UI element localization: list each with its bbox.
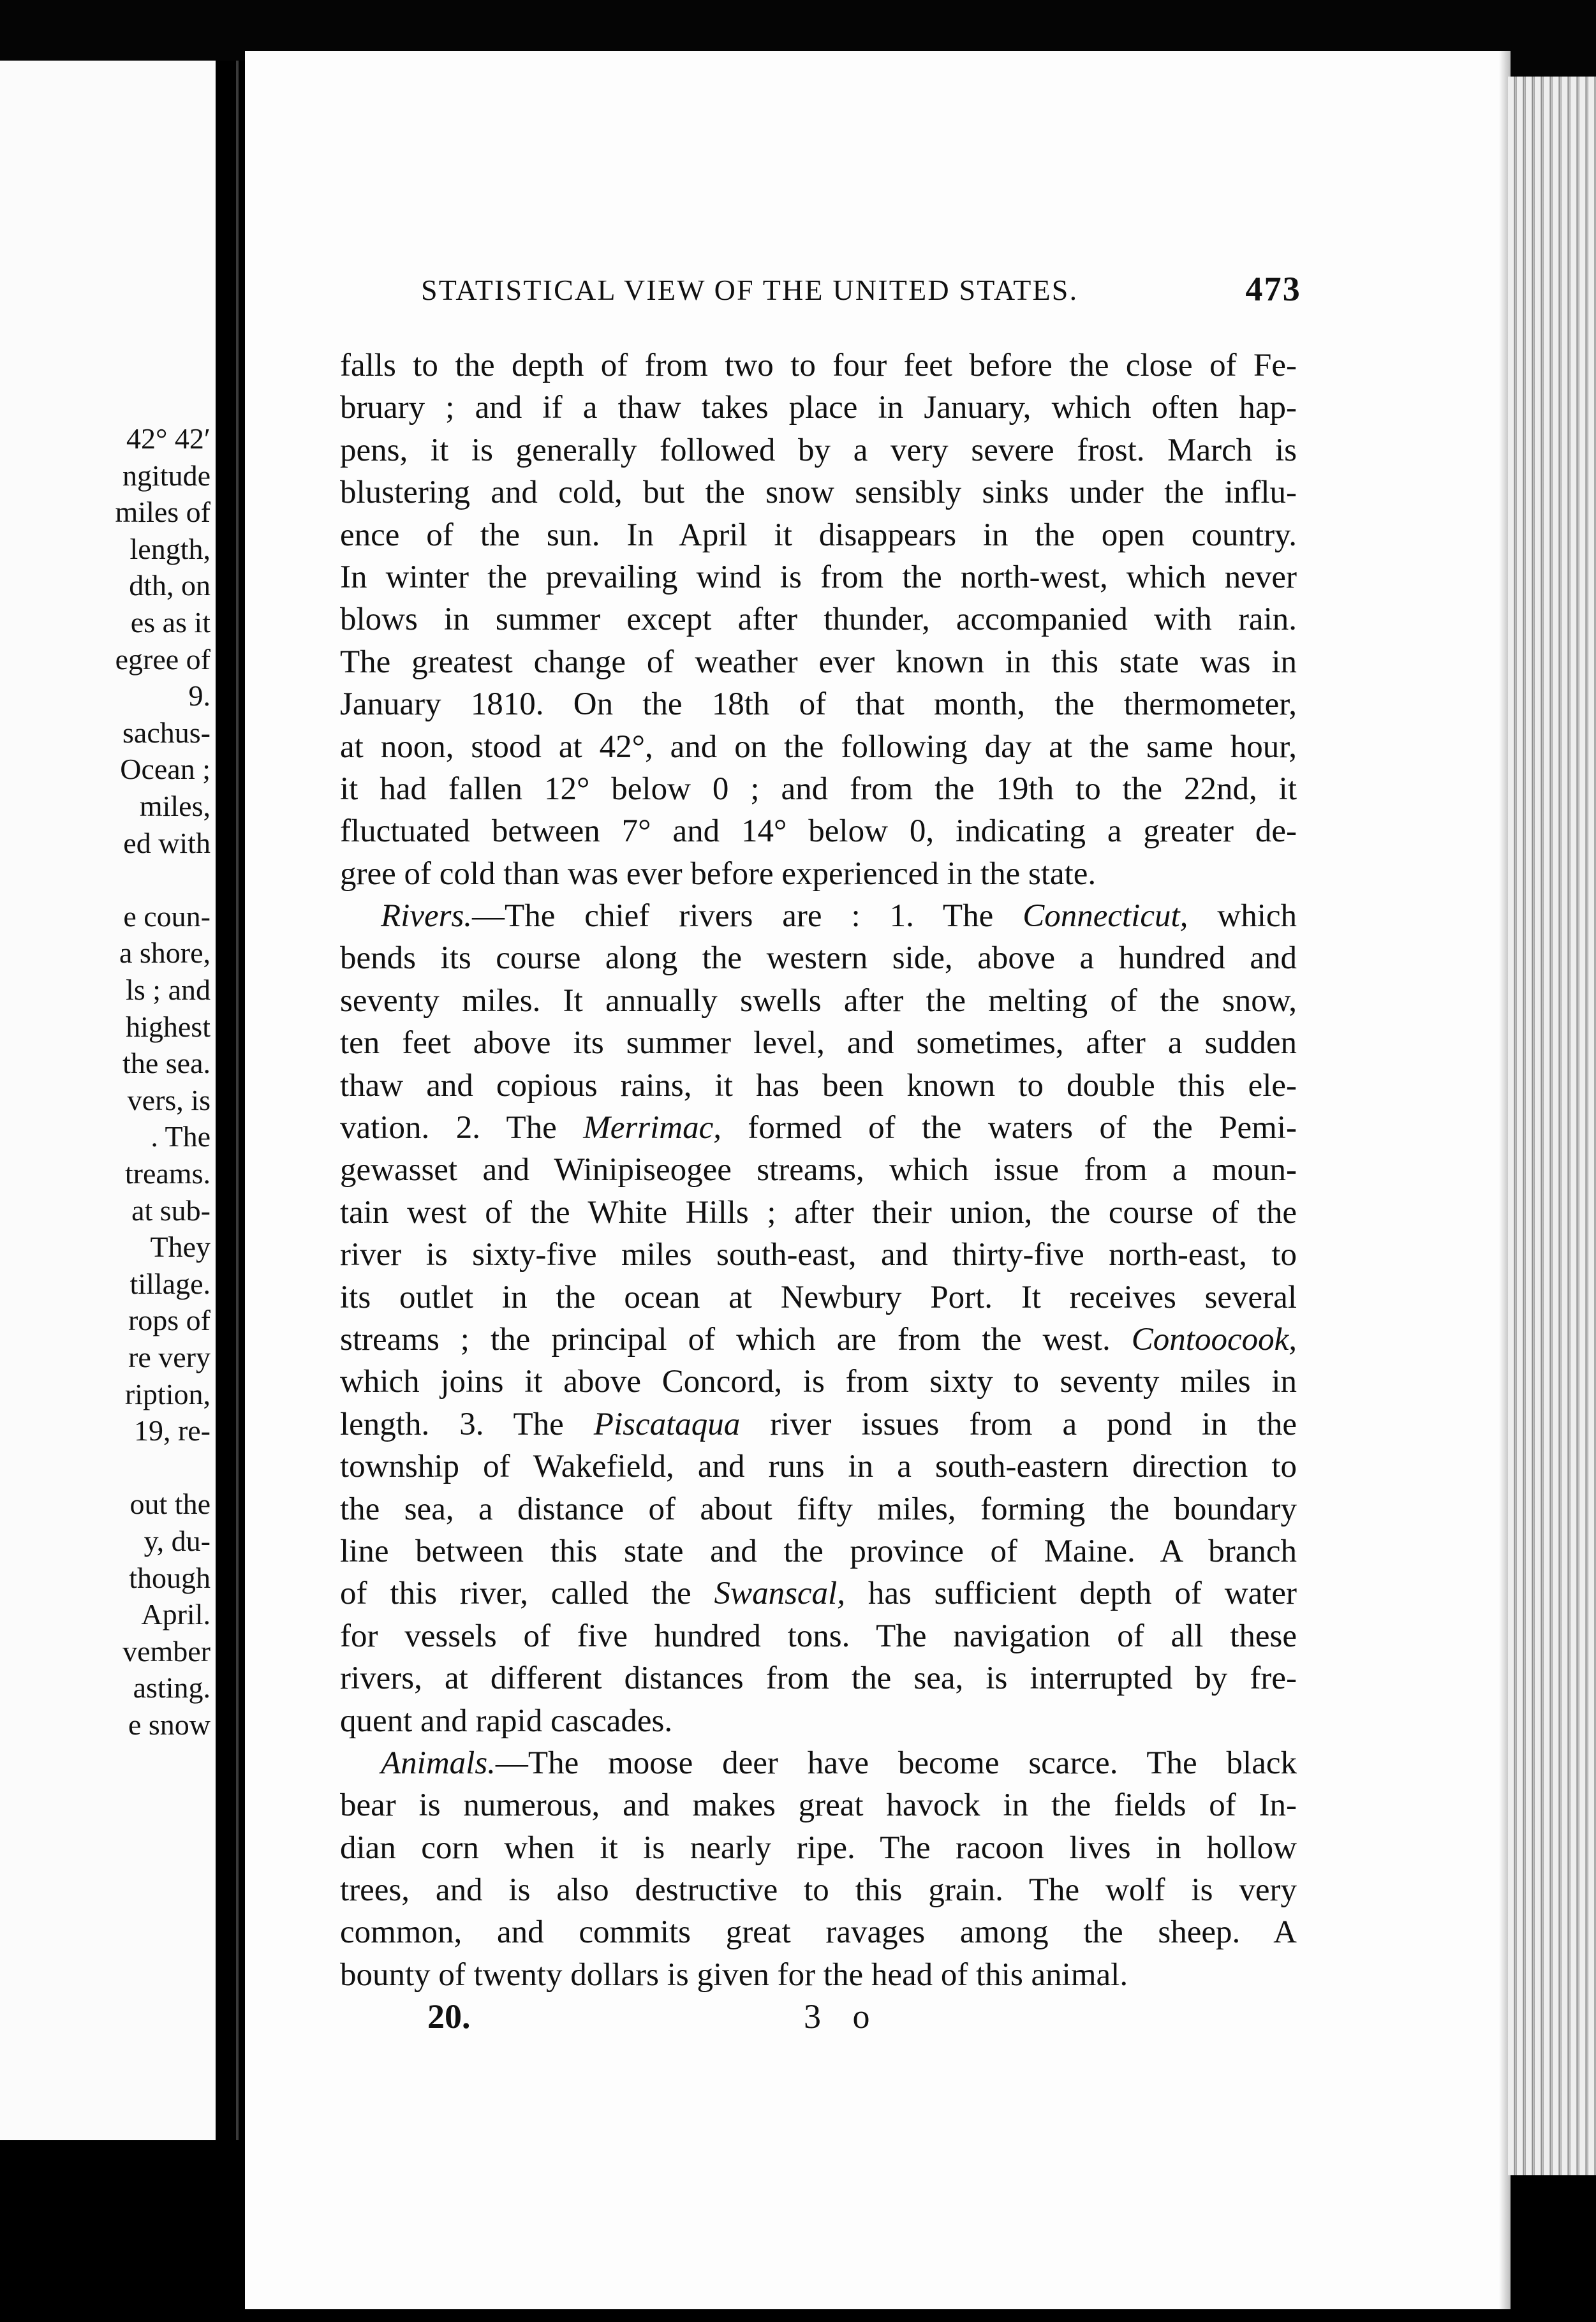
text-line [340, 598, 1297, 640]
text-run: The greatest change of weather ever known in this state was in [340, 644, 1297, 680]
text-run: has sufficient depth of water [845, 1576, 1297, 1612]
text-run: bear is numerous, and makes great havock in the fields of In- [340, 1787, 1297, 1824]
left-page-fragment: asting. [133, 1671, 211, 1705]
text-run: gewasset and Winipiseogee streams, which issue from a moun- [340, 1152, 1297, 1188]
text-run: of this river, called the [340, 1576, 714, 1612]
running-head-title: STATISTICAL VIEW OF THE UNITED STATES. [421, 274, 1079, 306]
left-page-fragment: They [150, 1231, 211, 1264]
text-run: bounty of twenty dollars is given for the head of this animal. [340, 1956, 1128, 1993]
page-edges [1508, 77, 1596, 2175]
text-run: dian corn when it is nearly ripe. The racoon lives in hollow [340, 1830, 1297, 1866]
gathering-mark: 3 o [804, 1997, 882, 2036]
left-page-fragment: sachus- [122, 716, 211, 749]
text-line [340, 853, 1297, 895]
text-line [340, 810, 1297, 852]
text-run: ence of the sun. In April it disappears in the open country. [340, 517, 1297, 553]
text-run: river issues from a pond in the [740, 1406, 1297, 1442]
text-line [340, 1361, 1297, 1403]
text-run: —The moose deer have become scarce. The black [495, 1745, 1297, 1781]
text-run: rivers, at different distances from the sea, is interrupted by fre- [340, 1660, 1297, 1697]
text-run: January 1810. On the 18th of that month, the thermometer, [340, 686, 1297, 723]
text-line [340, 471, 1297, 514]
left-page-fragment: a shore, [119, 936, 211, 970]
left-page-fragment: ed with [123, 826, 211, 859]
text-line [340, 1869, 1297, 1911]
text-line [340, 1954, 1297, 1996]
italic-run: Swanscal, [714, 1576, 845, 1612]
left-page-fragment: ngitude [122, 459, 211, 492]
left-page-fragment: e coun- [123, 899, 211, 933]
text-run: falls to the depth of from two to four feet before the close of Fe- [340, 348, 1297, 383]
text-line [340, 1572, 1297, 1615]
text-run: In winter the prevailing wind is from the north-west, which never [340, 559, 1297, 595]
text-run: line between this state and the province of Maine. A branch [340, 1533, 1297, 1569]
text-line [340, 768, 1297, 810]
text-line [340, 1065, 1297, 1107]
text-line [340, 1403, 1297, 1446]
text-run: ten feet above its summer level, and sometimes, after a sudden [340, 1025, 1297, 1061]
left-page-fragment: y, du- [144, 1525, 211, 1557]
left-page-fragment: at sub- [131, 1194, 211, 1227]
text-line [340, 1488, 1297, 1530]
text-line [340, 1657, 1297, 1699]
text-run: which joins it above Concord, is from sixty to seventy miles in [340, 1364, 1297, 1400]
left-page-fragment: vers, is [127, 1083, 211, 1116]
text-line [340, 895, 1297, 937]
text-run: formed of the waters of the Pemi- [721, 1110, 1297, 1146]
text-line [340, 1107, 1297, 1149]
text-line [340, 1784, 1297, 1826]
text-run: —The chief rivers are : 1. The [472, 898, 1023, 935]
left-page-fragment: re very [128, 1341, 211, 1373]
text-line [340, 1192, 1297, 1234]
left-page-fragment: April. [141, 1598, 211, 1631]
italic-run: Animals. [381, 1745, 496, 1781]
text-run: at noon, stood at 42°, and on the following day at the same hour, [340, 728, 1297, 765]
text-run: bends its course along the western side, above a hundred and [340, 940, 1297, 977]
left-page-fragment: ls ; and [126, 973, 211, 1006]
left-page-fragment: 19, re- [133, 1414, 211, 1447]
left-page-fragment: egree of [115, 642, 211, 676]
text-line [340, 1446, 1297, 1488]
text-line [340, 1615, 1297, 1657]
left-page-fragment: the sea. [122, 1047, 211, 1080]
text-run: river is sixty-five miles south-east, and thirty-five north-east, to [340, 1237, 1297, 1273]
text-line [340, 683, 1297, 725]
italic-run: Rivers. [381, 898, 473, 935]
text-line [340, 641, 1297, 683]
text-line [340, 429, 1297, 471]
left-page-fragment: tillage. [129, 1267, 211, 1300]
text-run: seventy miles. It annually swells after the melting of the snow, [340, 982, 1297, 1019]
text-line [340, 1276, 1297, 1319]
text-run: trees, and is also destructive to this grain. The wolf is very [340, 1872, 1297, 1909]
signature-row [427, 1997, 938, 2048]
text-run: which [1188, 898, 1297, 935]
left-page-fragment: Ocean ; [120, 753, 211, 786]
text-run: thaw and copious rains, it has been known to double this ele- [340, 1067, 1297, 1104]
text-line [340, 556, 1297, 598]
text-line [340, 937, 1297, 979]
text-line [340, 1319, 1297, 1361]
text-run: tain west of the White Hills ; after their union, the course of the [340, 1194, 1297, 1231]
body-text [340, 344, 1297, 1996]
left-facing-page [0, 61, 216, 2140]
left-page-fragment: vember [122, 1634, 211, 1668]
gutter-edge [236, 61, 239, 2140]
left-page-fragment: e snow [128, 1708, 211, 1741]
text-run: length. 3. The [340, 1406, 594, 1442]
left-page-fragment: . The [151, 1120, 211, 1153]
text-run: blows in summer except after thunder, accompanied with rain. [340, 602, 1297, 638]
text-line [340, 1530, 1297, 1572]
italic-run: Contoocook, [1131, 1321, 1297, 1357]
text-run: bruary ; and if a thaw takes place in January, which often hap- [340, 390, 1297, 426]
text-line [340, 980, 1297, 1022]
text-run: quent and rapid cascades. [340, 1703, 673, 1739]
page-number: 473 [1245, 270, 1301, 308]
left-page-fragment: rops of [128, 1304, 211, 1337]
left-page-fragment: miles, [139, 790, 211, 822]
text-line [340, 387, 1297, 429]
text-line [340, 726, 1297, 768]
text-run: vation. 2. The [340, 1110, 584, 1146]
left-page-fragment: dth, on [129, 569, 211, 602]
left-page-fragment: out the [129, 1488, 211, 1521]
text-line [340, 1827, 1297, 1869]
text-run: for vessels of five hundred tons. The navigation of all these [340, 1618, 1297, 1654]
italic-run: Merrimac, [583, 1110, 721, 1146]
text-run: its outlet in the ocean at Newbury Port. It receives several [340, 1279, 1297, 1315]
text-line [340, 1234, 1297, 1276]
text-line [340, 1742, 1297, 1784]
left-page-fragment: length, [129, 532, 211, 565]
running-head [421, 270, 1301, 318]
left-page-fragment: ription, [124, 1377, 211, 1410]
text-line [340, 344, 1297, 387]
text-run: fluctuated between 7° and 14° below 0, indicating a greater de- [340, 813, 1297, 850]
text-run: pens, it is generally followed by a very severe frost. March is [340, 432, 1297, 468]
text-line [340, 1149, 1297, 1191]
text-line [340, 514, 1297, 556]
text-run: streams ; the principal of which are from the west. [340, 1321, 1132, 1357]
text-run: blustering and cold, but the snow sensibly sinks under the influ- [340, 475, 1297, 511]
signature-mark: 20. [427, 1997, 471, 2036]
text-run: it had fallen 12° below 0 ; and from the 19th to the 22nd, it [340, 771, 1297, 807]
left-page-fragment: 42° 42′ [126, 422, 211, 455]
text-line [340, 1022, 1297, 1064]
left-page-fragment: miles of [115, 496, 211, 529]
text-line [340, 1911, 1297, 1953]
text-run: gree of cold than was ever before experienced in the state. [340, 855, 1097, 892]
italic-run: Connecticut, [1023, 898, 1188, 935]
text-line [340, 1700, 1297, 1742]
italic-run: Piscataqua [593, 1406, 741, 1442]
text-run: the sea, a distance of about fifty miles, forming the boundary [340, 1491, 1297, 1527]
left-page-fragment: es as it [130, 606, 211, 639]
left-page-fragment: though [129, 1561, 211, 1594]
left-page-fragment: highest [126, 1010, 211, 1043]
page-gutter [216, 61, 245, 2140]
text-run: common, and commits great ravages among the sheep. A [340, 1914, 1297, 1951]
left-page-fragment: treams. [124, 1157, 211, 1190]
left-page-fragment: 9. [188, 679, 211, 713]
text-run: township of Wakefield, and runs in a south-eastern direction to [340, 1449, 1297, 1485]
